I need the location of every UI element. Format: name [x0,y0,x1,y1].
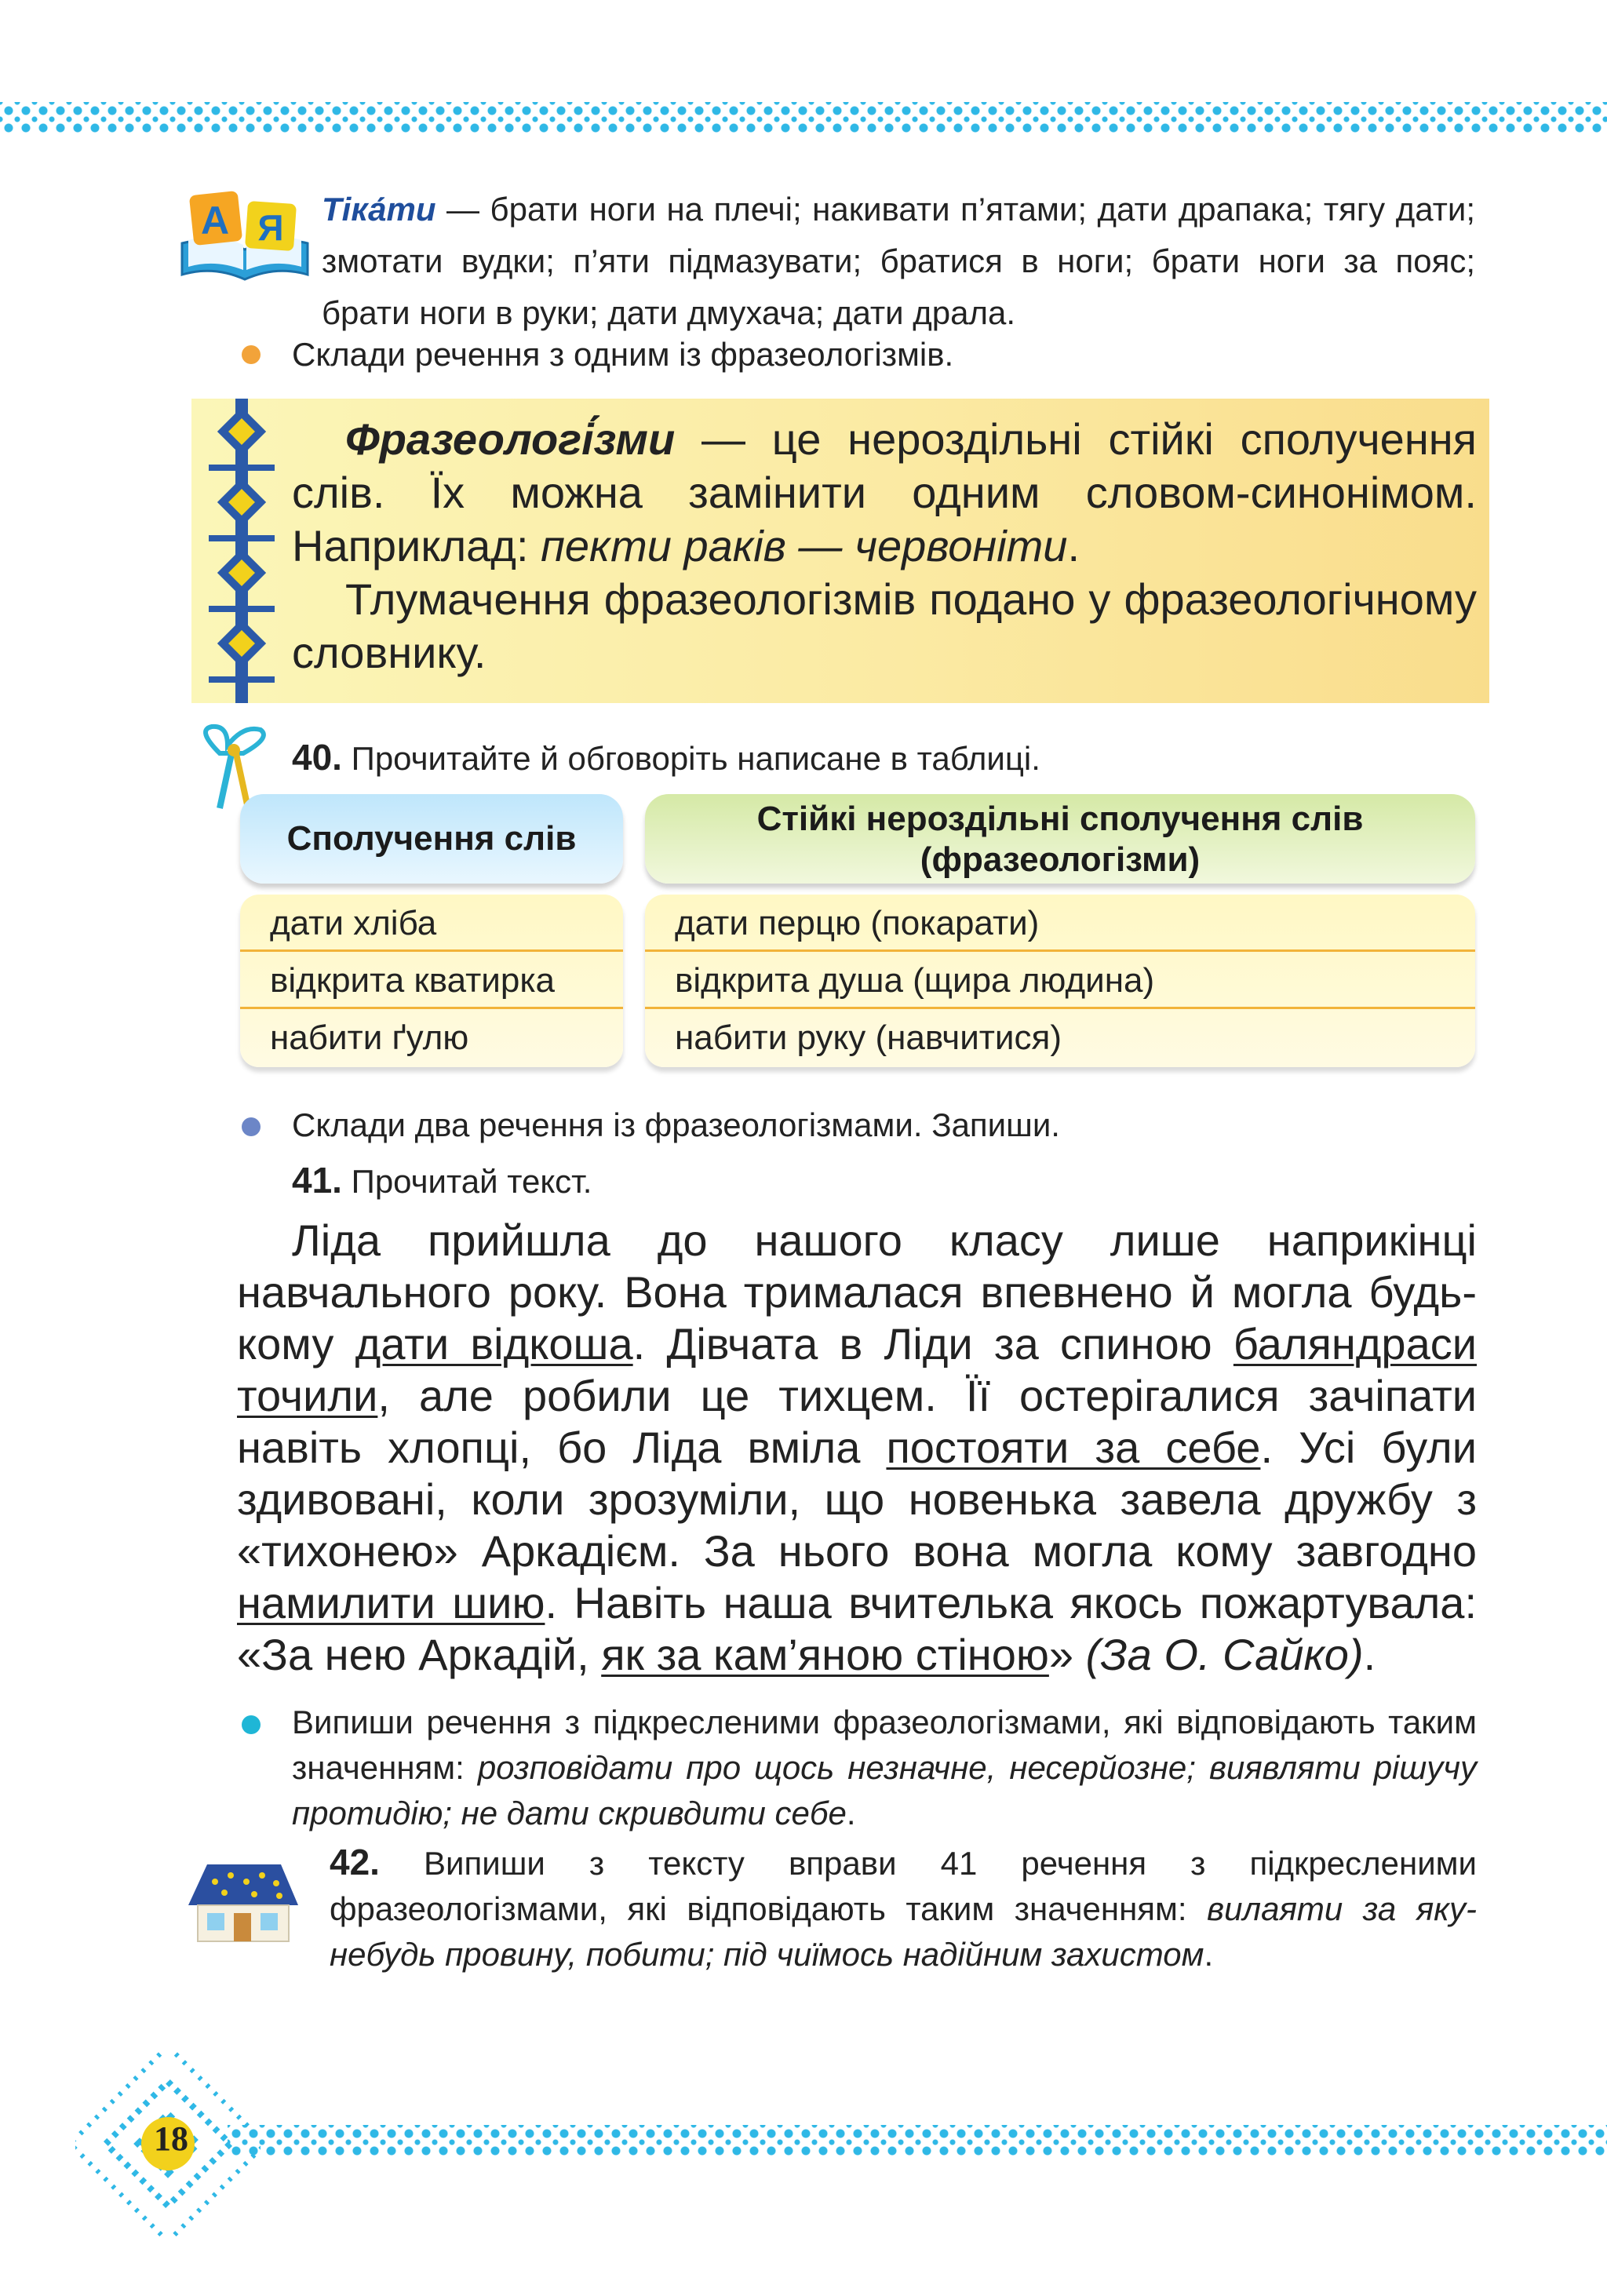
task-40-number: 40. [292,737,342,778]
story-source: (За О. Сайко) [1085,1630,1364,1679]
task-42: 42. Випиши з тексту вправи 41 речення з підкресленими фразеологізмами, які відповідають таким значенням: вилаяти за яку-небудь провину, побити; під чиїмось надійним захистом. [330,1842,1478,1973]
icon-letter-a: А [200,199,230,242]
bullet-orange [242,345,261,364]
underlined-phrase: постояти за себе [886,1423,1261,1472]
table-row: відкрита кватирка [240,952,623,1009]
dictionary-book-icon [174,188,315,282]
table-left-column [240,895,623,1067]
table-row: відкрита душа (щира людина) [645,952,1475,1009]
table-row: дати хліба [240,895,623,952]
dictionary-entry [322,184,1475,339]
bullet-blue [242,1117,261,1136]
task-40-text: Прочитайте й обговоріть написане в таблиці. [351,740,1040,777]
task-41 [292,1157,1469,1205]
house-icon [184,1858,301,1944]
bullet-cyan [242,1715,261,1734]
task-41-number: 41. [292,1160,342,1201]
top-ornament-border [0,102,1607,133]
underlined-phrase: дати відкоша [355,1319,633,1368]
page-number: 18 [154,2119,188,2158]
underlined-phrase: як за кам’яною стіною [601,1630,1049,1679]
rule-term: Фразеологі́зми [345,414,676,464]
table-row: набити руку (навчитися) [675,1019,1062,1057]
icon-letter-ya: Я [257,207,284,248]
rule-example: пекти раків — червоніти [541,521,1068,570]
task-compose-sentence: Склади речення з одним із фразеологізмів. [292,336,954,373]
task-write-out: Випиши речення з підкресленими фразеологізмами, які відповідають таким значенням: розповідати про щось незначне, несерйозне; виявляти рішучу протидію; не дати скривдити себе. [292,1704,1477,1831]
task-40 [292,734,1469,782]
table-row: дати перцю (покарати) [645,895,1475,952]
table-header-word-combinations: Сполучення слів [240,794,623,884]
table-header-phraseologisms: Стійкі нероздільні сполучення слів (фразеологізми) [645,794,1475,884]
dictionary-headword: Тіка́ти [322,191,436,228]
underlined-phrase: намилити шию [237,1578,545,1627]
table-right-column [645,895,1475,1067]
rule-dictionary-note: Тлумачення фразеологізмів подано у фразеологічному словнику. [292,574,1477,677]
task-42-meanings: вилаяти за яку-небудь провину, побити; під чиїмось надійним захистом [330,1890,1478,1973]
task-42-number: 42. [330,1842,380,1882]
task-compose-two-sentences: Склади два речення із фразеологізмами. Запиши. [292,1106,1060,1143]
story-text: Ліда прийшла до нашого класу лише наприкінці навчального року. Вона трималася впевнено й могла будь-кому дати відкоша. Дівчата в Ліди за спиною баляндраси точили, але робили це тихцем. Її остерігалися зачіпати навіть хлопці, бо Ліда вміла постояти за себе. Усі були здивовані, коли зрозуміли, що новенька завела дружбу з «тихонею» Аркадієм. За нього вона могла кому завгодно намилити шию. Навіть наша вчителька якось пожартувала: «За нею Аркадій, як за кам’яною стіною» (За О. Сайко). [237,1215,1477,1679]
dictionary-definition: — брати ноги на плечі; накивати п’ятами; дати драпака; тягу дати; змотати вудки; п’яти підмазувати; братися в ноги; брати ноги за пояс; брати ноги в руки; дати дмухача; дати драла. [322,191,1475,331]
ornament-strip [206,399,278,703]
underlined-phrase: баляндраси точили [237,1319,1477,1420]
rule-definition: Фразеологі́зми — це нероздільні стійкі сполучення слів. Їх можна замінити одним словом-синонімом. Наприклад: пекти раків — червоніти. Тлумачення фразеологізмів подано у фразеологічному словнику. [292,414,1477,677]
bottom-ornament-border [228,2125,1607,2156]
task-write-out-meanings: розповідати про щось незначне, несерйозне; виявляти рішучу протидію; не дати скривдити себе [292,1749,1477,1831]
embroidery-ornament-icon [206,399,278,703]
task-41-text: Прочитай текст. [351,1163,592,1200]
table-row: набити ґулю [270,1019,469,1057]
